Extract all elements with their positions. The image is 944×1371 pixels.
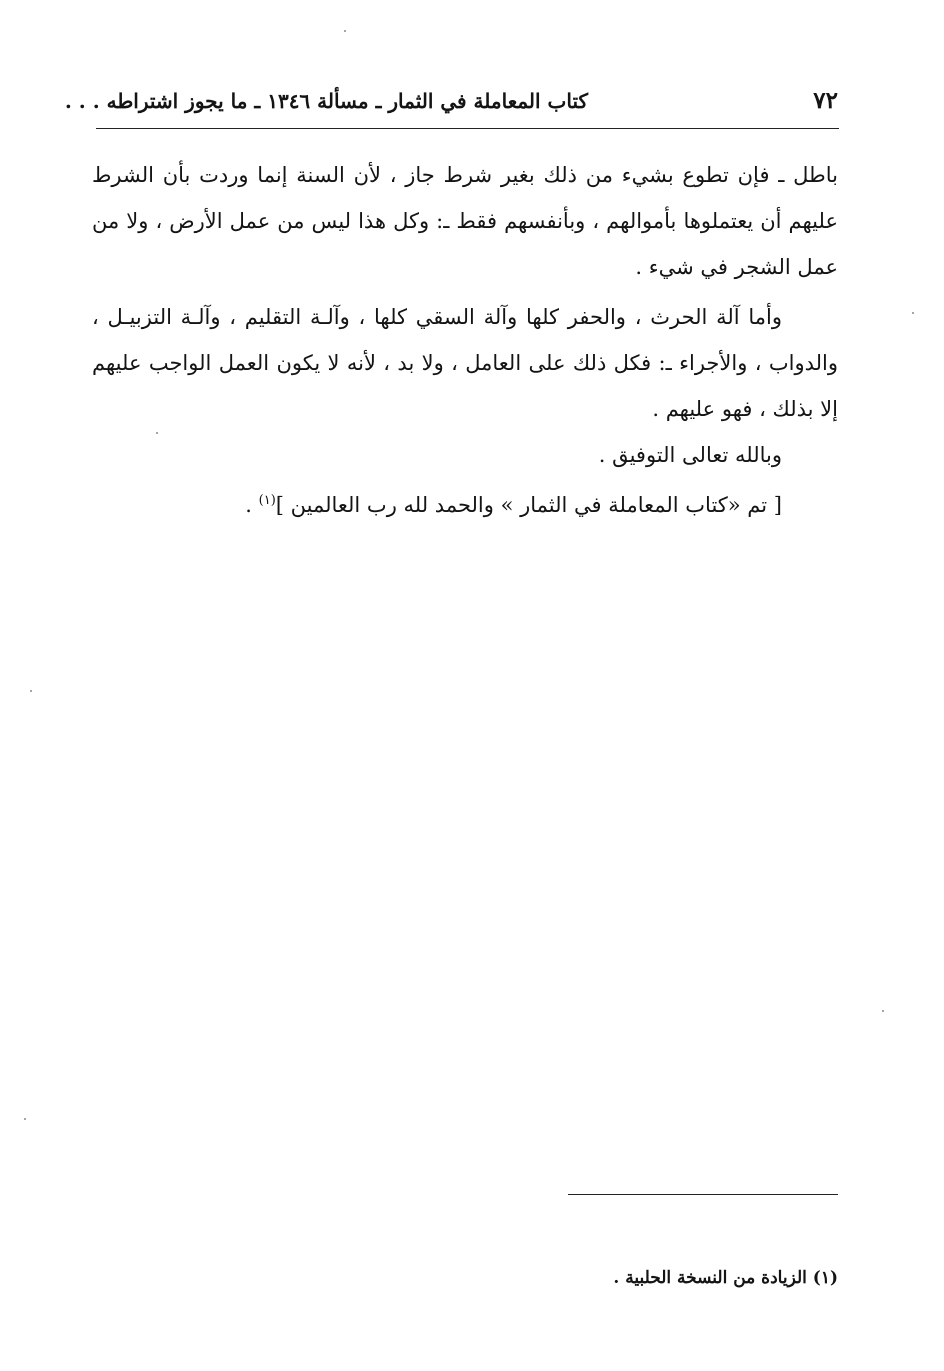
footnote-reference[interactable]: (١) xyxy=(258,493,276,508)
scan-speck xyxy=(912,312,914,314)
paragraph: وأما آلة الحرث ، والحفر كلها وآلة السقي كلها ، وآلـة التقليم ، وآلـة التزبيـل ، والدواب ، والأجراء ـ: فكل ذلك على العامل ، ولا بد ، لأنه لا يكون العمل الواجب عليهم إلا بذلك ، فهو عليهم . xyxy=(92,305,838,421)
scan-speck xyxy=(344,30,346,32)
scan-speck xyxy=(24,1118,26,1120)
page-number: ٧٢ xyxy=(813,87,838,114)
colophon xyxy=(92,482,838,528)
scan-speck xyxy=(156,432,158,434)
closing-line: وبالله تعالى التوفيق . xyxy=(598,443,782,467)
running-title: كتاب المعاملة في الثمار ـ مسألة ١٣٤٦ ـ ما يجوز اشتراطه . . . xyxy=(64,89,588,113)
main-text xyxy=(92,152,838,528)
page-header xyxy=(64,84,838,118)
colophon-text: [ تم «كتاب المعاملة في الثمار » والحمد لله رب العالمين ] xyxy=(275,493,782,517)
footnote-rule xyxy=(568,1194,838,1195)
scan-speck xyxy=(30,690,32,692)
scan-speck xyxy=(882,1010,884,1012)
header-rule xyxy=(96,128,839,129)
footnote: (١) الزيادة من النسخة الحلبية . xyxy=(613,1268,838,1288)
paragraph: باطل ـ فإن تطوع بشيء من ذلك بغير شرط جاز ، لأن السنة إنما وردت بأن الشرط عليهم أن يعتملوها بأموالهم ، وبأنفسهم فقط ـ: وكل هذا ليس من عمل الأرض ، ولا من عمل الشجر في شيء . xyxy=(92,163,838,279)
colophon-end: . xyxy=(245,493,259,517)
